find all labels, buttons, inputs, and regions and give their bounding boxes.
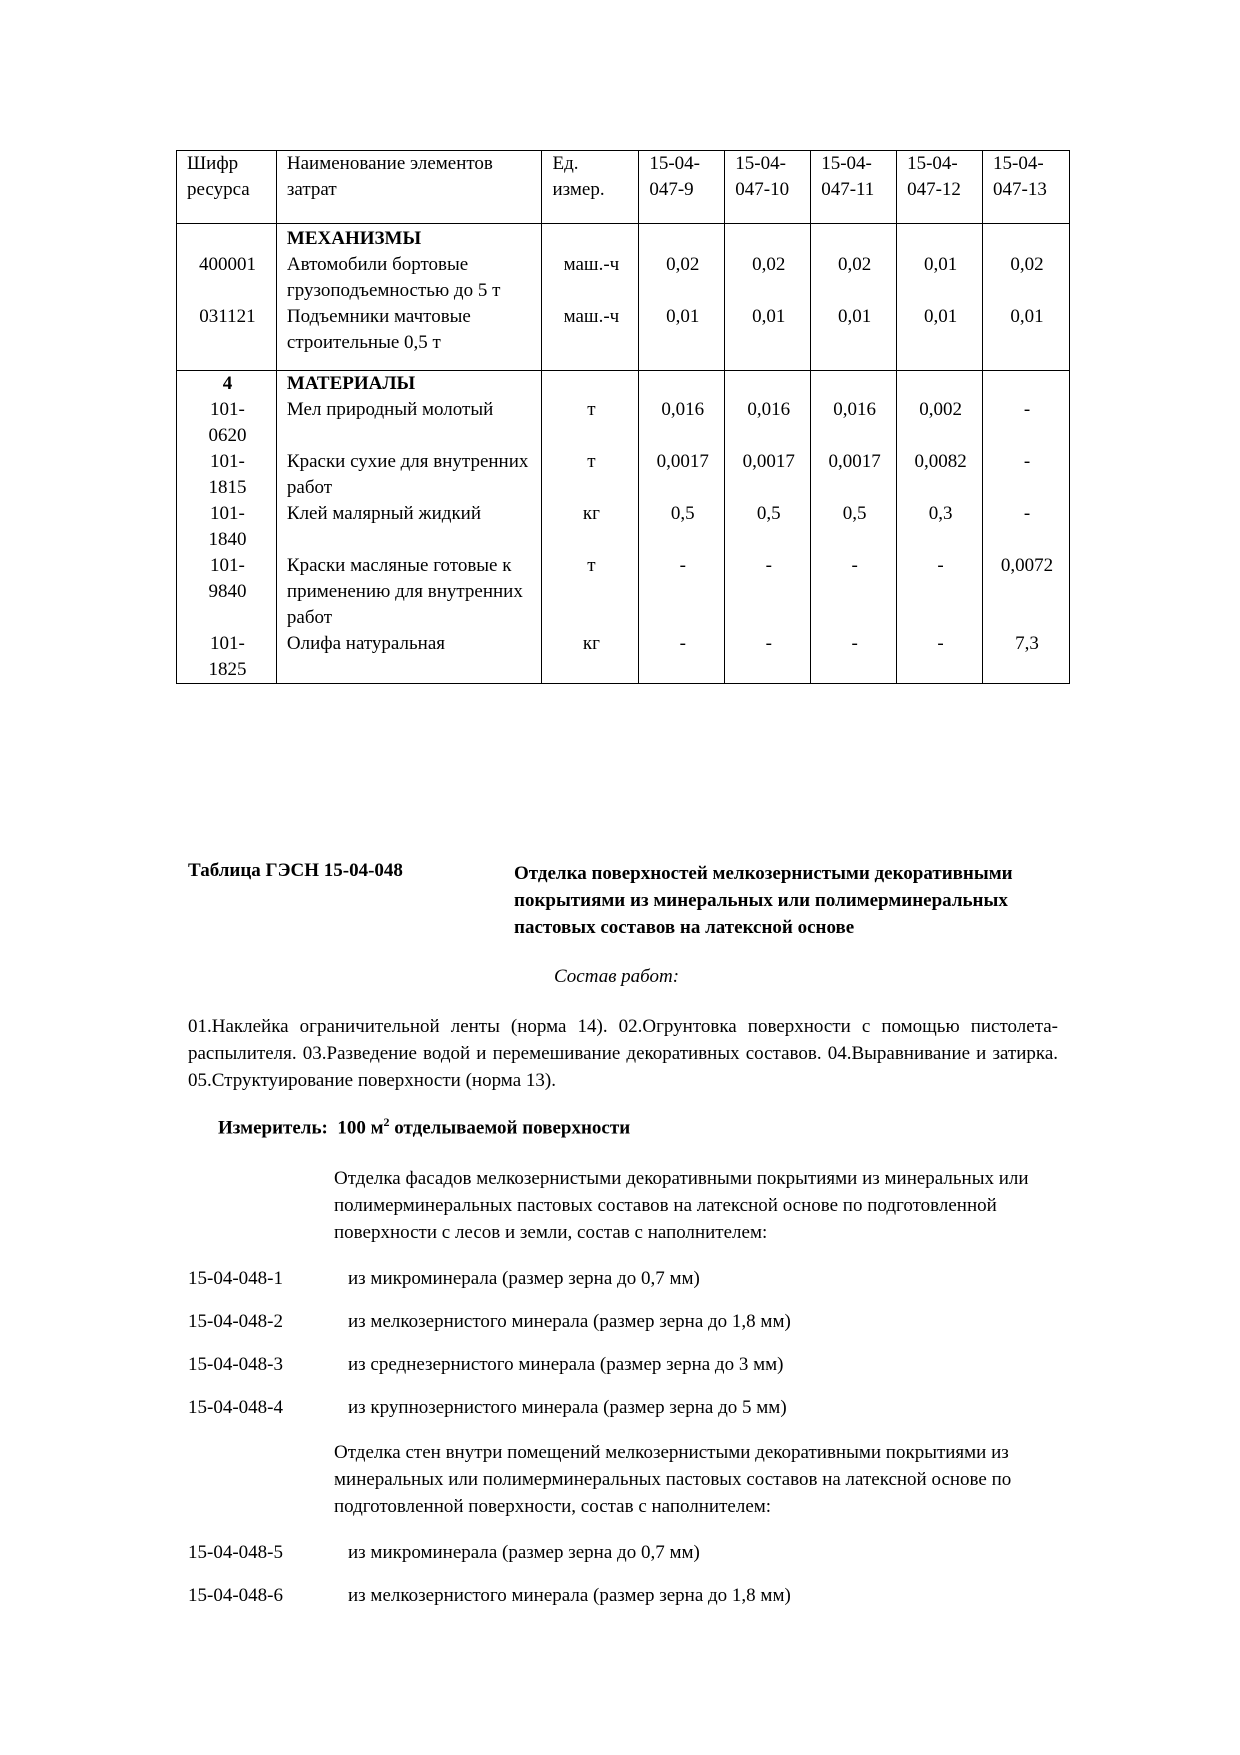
resource-name: Краски масляные готовые к применению для внутренних работ xyxy=(276,553,542,631)
resource-code-text: 101- 0620 xyxy=(208,399,247,446)
code-row xyxy=(188,1268,1068,1290)
header-line: Ед. xyxy=(552,153,579,174)
norm-text: из микроминерала (размер зерна до 0,7 мм) xyxy=(348,1268,700,1289)
group-facades-text: Отделка фасадов мелкозернистыми декоративными покрытиями из минеральных или полимерминеральных пастовых составов на латексной основе по подготовленной поверхности с лесов и земли, состав с наполнителем: xyxy=(334,1168,1029,1243)
header-cell xyxy=(897,151,983,224)
measure-value: 100 м xyxy=(337,1117,384,1139)
norm-value: 0,002 xyxy=(897,397,983,449)
resource-code xyxy=(177,631,277,684)
norm-value: 0,0017 xyxy=(725,449,811,501)
table-header-row xyxy=(177,151,1070,224)
header-cell xyxy=(811,151,897,224)
empty-cell xyxy=(542,224,639,253)
norm-value: 0,02 xyxy=(725,252,811,304)
header-line: 047-9 xyxy=(649,179,694,200)
table-row xyxy=(177,501,1070,553)
header-line: 047-10 xyxy=(735,179,790,200)
header-line: 15-04- xyxy=(907,153,958,174)
measure-label: Измеритель: xyxy=(218,1117,328,1139)
header-line: 047-12 xyxy=(907,179,961,200)
empty-cell xyxy=(983,224,1070,253)
table-row xyxy=(177,397,1070,449)
norm-value: - xyxy=(725,631,811,684)
norm-value: 0,0017 xyxy=(639,449,725,501)
header-line: 15-04- xyxy=(649,153,700,174)
norm-value: 0,01 xyxy=(811,304,897,371)
empty-cell xyxy=(897,224,983,253)
measure-sup: 2 xyxy=(383,1115,390,1129)
table-row xyxy=(177,304,1070,371)
norm-value: 0,01 xyxy=(897,304,983,371)
header-line: 047-11 xyxy=(821,179,875,200)
norm-text: из мелкозернистого минерала (размер зерна до 1,8 мм) xyxy=(348,1311,791,1332)
norm-value: 0,5 xyxy=(639,501,725,553)
resource-code-text: 101- 1815 xyxy=(208,451,247,498)
resource-name: Краски сухие для внутренних работ xyxy=(276,449,542,501)
header-cell xyxy=(983,151,1070,224)
resource-code xyxy=(177,449,277,501)
norm-code: 15-04-048-6 xyxy=(188,1585,283,1606)
table-name: Отделка поверхностей мелкозернистыми декоративными покрытиями из минеральных или полимерминеральных пастовых составов на латексной основе xyxy=(514,863,1013,938)
measure-line xyxy=(218,1115,630,1139)
header-line: 15-04- xyxy=(993,153,1044,174)
section-code: 4 xyxy=(177,371,277,398)
resource-code-text: 031121 xyxy=(199,306,256,327)
resource-code-text: 101- 1825 xyxy=(208,633,247,680)
table-row xyxy=(177,449,1070,501)
header-line: затрат xyxy=(286,179,337,200)
works-text: 01.Наклейка ограничительной ленты (норма 14). 02.Огрунтовка поверхности с помощью пистолета-распылителя. 03.Разведение водой и перемешивание декоративных составов. 04.Выравнивание и затирка. 05.Структуирование поверхности (норма 13). xyxy=(188,1016,1058,1091)
header-line: 047-13 xyxy=(993,179,1047,200)
norm-value: 0,01 xyxy=(897,252,983,304)
norm-text: из крупнозернистого минерала (размер зерна до 5 мм) xyxy=(348,1397,787,1418)
resource-code-text: 101- 9840 xyxy=(208,555,247,602)
header-cell xyxy=(639,151,725,224)
norm-value: 0,0082 xyxy=(897,449,983,501)
resource-name: Олифа натуральная xyxy=(276,631,542,684)
empty-cell xyxy=(983,371,1070,398)
norm-code: 15-04-048-3 xyxy=(188,1354,283,1375)
norm-value: 0,3 xyxy=(897,501,983,553)
norm-value: - xyxy=(811,553,897,631)
norm-value: 0,01 xyxy=(639,304,725,371)
resource-table xyxy=(176,150,1070,684)
norm-value: - xyxy=(811,631,897,684)
resource-unit: т xyxy=(542,553,639,631)
norm-value: 0,016 xyxy=(725,397,811,449)
resource-name: Подъемники мачтовые строительные 0,5 т xyxy=(276,304,542,371)
norm-value: - xyxy=(983,397,1070,449)
norm-value: - xyxy=(639,631,725,684)
norm-value: - xyxy=(897,631,983,684)
header-cell xyxy=(725,151,811,224)
norm-code: 15-04-048-1 xyxy=(188,1268,283,1289)
table-code-title: Таблица ГЭСН 15-04-048 xyxy=(188,860,403,881)
norm-value: 7,3 xyxy=(983,631,1070,684)
resource-unit: т xyxy=(542,397,639,449)
resource-code xyxy=(177,304,277,371)
norm-text: из мелкозернистого минерала (размер зерна до 1,8 мм) xyxy=(348,1585,791,1606)
resource-code xyxy=(177,553,277,631)
norm-value: 0,02 xyxy=(639,252,725,304)
header-line: ресурса xyxy=(187,179,250,200)
norm-value: - xyxy=(897,553,983,631)
resource-code xyxy=(177,501,277,553)
table-row xyxy=(177,252,1070,304)
code-row xyxy=(188,1542,1068,1564)
code-row xyxy=(188,1311,1068,1333)
section-title: МЕХАНИЗМЫ xyxy=(276,224,542,253)
header-line: 15-04- xyxy=(735,153,786,174)
empty-cell xyxy=(725,224,811,253)
table-row xyxy=(177,631,1070,684)
header-cell xyxy=(542,151,639,224)
norm-code: 15-04-048-5 xyxy=(188,1542,283,1563)
group-walls-text: Отделка стен внутри помещений мелкозернистыми декоративными покрытиями из минеральных или полимерминеральных пастовых составов на латексной основе по подготовленной поверхности, состав с наполнителем: xyxy=(334,1442,1012,1517)
measure-rest: отделываемой поверхности xyxy=(394,1117,631,1139)
resource-name: Клей малярный жидкий xyxy=(276,501,542,553)
norm-code: 15-04-048-2 xyxy=(188,1311,283,1332)
section-row xyxy=(177,224,1070,253)
header-line: 15-04- xyxy=(821,153,872,174)
resource-code xyxy=(177,252,277,304)
code-row xyxy=(188,1585,1068,1607)
norm-code: 15-04-048-4 xyxy=(188,1397,283,1418)
empty-cell xyxy=(542,371,639,398)
norm-value: - xyxy=(639,553,725,631)
norm-value: 0,0072 xyxy=(983,553,1070,631)
norm-value: - xyxy=(725,553,811,631)
empty-cell xyxy=(725,371,811,398)
header-line: Наименование элементов xyxy=(286,153,493,174)
resource-unit: маш.-ч xyxy=(542,252,639,304)
header-line: Шифр xyxy=(187,153,239,174)
table-row xyxy=(177,553,1070,631)
norm-value: 0,02 xyxy=(983,252,1070,304)
resource-code-text: 101- 1840 xyxy=(208,503,247,550)
empty-cell xyxy=(897,371,983,398)
norm-value: 0,016 xyxy=(811,397,897,449)
header-cell xyxy=(177,151,277,224)
norm-value: 0,5 xyxy=(725,501,811,553)
norm-value: 0,01 xyxy=(725,304,811,371)
resource-name: Мел природный молотый xyxy=(276,397,542,449)
norm-value: 0,0017 xyxy=(811,449,897,501)
resource-name: Автомобили бортовые грузоподъемностью до 5 т xyxy=(276,252,542,304)
empty-cell xyxy=(639,371,725,398)
empty-cell xyxy=(639,224,725,253)
empty-cell xyxy=(811,371,897,398)
header-line: измер. xyxy=(552,179,605,200)
resource-code xyxy=(177,397,277,449)
norm-value: 0,02 xyxy=(811,252,897,304)
section-title: МАТЕРИАЛЫ xyxy=(276,371,542,398)
norm-value: - xyxy=(983,501,1070,553)
code-row xyxy=(188,1354,1068,1376)
section-row xyxy=(177,371,1070,398)
resource-unit: т xyxy=(542,449,639,501)
norm-text: из микроминерала (размер зерна до 0,7 мм) xyxy=(348,1542,700,1563)
section-code xyxy=(177,224,277,253)
code-row xyxy=(188,1397,1068,1419)
resource-code-text: 400001 xyxy=(198,254,256,275)
norm-value: 0,016 xyxy=(639,397,725,449)
works-caption: Состав работ: xyxy=(554,966,680,987)
norm-value: 0,01 xyxy=(983,304,1070,371)
norm-text: из среднезернистого минерала (размер зерна до 3 мм) xyxy=(348,1354,784,1375)
empty-cell xyxy=(811,224,897,253)
norm-value: - xyxy=(983,449,1070,501)
norm-value: 0,5 xyxy=(811,501,897,553)
resource-unit: кг xyxy=(542,501,639,553)
resource-unit: маш.-ч xyxy=(542,304,639,371)
resource-unit: кг xyxy=(542,631,639,684)
header-cell xyxy=(276,151,542,224)
